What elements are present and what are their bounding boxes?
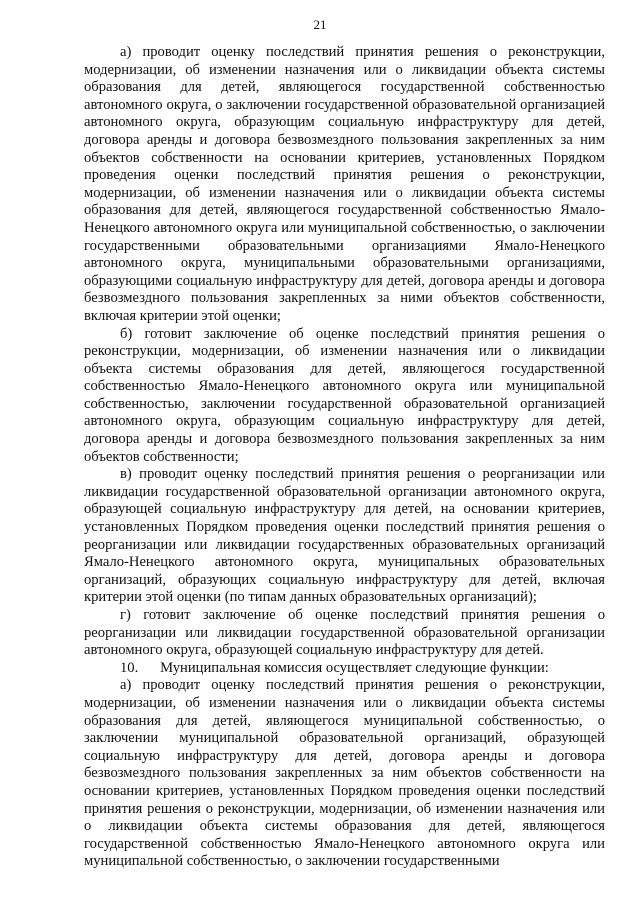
paragraph-10a: а) проводит оценку последствий принятия решения о реконструкции, модернизации, об изменении назначения или о ликвидации объекта системы образования для детей, являющегося муниципальной собственностью, о заключении муниципальной образовательной организаций, образующей социальную инфраструктуру для детей, договора аренды и договора безвозмездного пользования закрепленных за ним объектов собственности на основании критериев, установленных Порядком проведения оценки последствий принятия решения о реконструкции, модернизации, об изменении назначения или о ликвидации объекта системы образования для детей, являющегося государственной собственностью Ямало-Ненецкого автономного округа или муниципальной собственностью, о заключении государственными [84, 677, 605, 870]
paragraph-10-heading: 10. Муниципальная комиссия осуществляет следующие функции: [120, 659, 549, 676]
paragraph-9v: в) проводит оценку последствий принятия решения о реорганизации или ликвидации государственной образовательной организации автономного округа, образующей социальную инфраструктуру для детей, на основании критериев, установленных Порядком проведения оценки последствий принятия решения о реорганизации или ликвидации государственных образовательных организаций Ямало-Ненецкого автономного округа, муниципальных образовательных организаций, образующих социальную инфраструктуру для детей, включая критерии этой оценки (по типам данных образовательных организаций); [84, 466, 605, 606]
page-number: 21 [313, 17, 327, 32]
document-body [84, 44, 605, 871]
paragraph-9b: б) готовит заключение об оценке последствий принятия решения о реконструкции, модернизации, об изменении назначения или о ликвидации объекта системы образования для детей, являющегося государственной собственностью Ямало-Ненецкого автономного округа или муниципальной собственностью, заключении государственной образовательной организацией автономного округа, образующим социальную инфраструктуру для детей, договора аренды и договора безвозмездного пользования закрепленных за ним объектов собственности; [84, 325, 605, 465]
paragraph-9g: г) готовит заключение об оценке последствий принятия решения о реорганизации или ликвидации государственной образовательной организации автономного округа, образующей социальную инфраструктуру для детей. [84, 607, 605, 659]
paragraph-9a: а) проводит оценку последствий принятия решения о реконструкции, модернизации, об изменении назначения или о ликвидации объекта системы образования для детей, являющегося государственной собственностью автономного округа, о заключении государственной образовательной организацией автономного округа, образующим социальную инфраструктуру для детей, договора аренды и договора безвозмездного пользования закрепленных за ним объектов собственности на основании критериев, установленных Порядком проведения оценки последствий принятия решения о реконструкции, модернизации, об изменении назначения или о ликвидации объекта системы образования для детей, являющегося государственной собственностью Ямало-Ненецкого автономного округа или муниципальной собственностью, о заключении государственными образовательными организациями Ямало-Ненецкого автономного округа, муниципальными образовательными организациями, образующими социальную инфраструктуру для детей, договора аренды и договора безвозмездного пользования закрепленных за ними объектов собственности, включая критерии этой оценки; [84, 44, 605, 324]
